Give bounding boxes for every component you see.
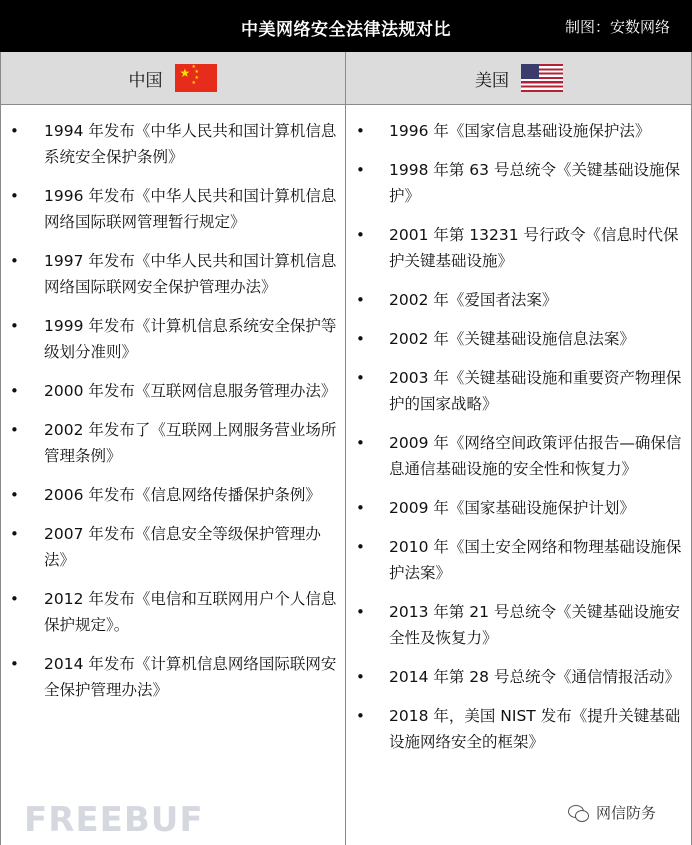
- list-item: • 2007 年发布《信息安全等级保护管理办法》: [10, 525, 321, 569]
- wechat-watermark-label: 网信防务: [596, 804, 657, 822]
- list-item: • 2006 年发布《信息网络传播保护条例》: [10, 486, 321, 504]
- list-item: • 1998 年第 63 号总统令《关键基础设施保护》: [356, 161, 680, 205]
- list-item: • 1999 年发布《计算机信息系统安全保护等级划分准则》: [10, 317, 337, 361]
- list-item: • 2001 年第 13231 号行政令《信息时代保护关键基础设施》: [356, 226, 679, 270]
- title-bar: [0, 0, 692, 52]
- list-item: • 2002 年发布了《互联网上网服务营业场所管理条例》: [10, 421, 337, 465]
- list-item: • 1994 年发布《中华人民共和国计算机信息系统安全保护条例》: [10, 122, 337, 166]
- list-item: • 1997 年发布《中华人民共和国计算机信息网络国际联网安全保护管理办法》: [10, 252, 337, 296]
- usa-flag-icon: [521, 64, 563, 92]
- freebuf-watermark: FREEBUF: [24, 800, 204, 840]
- list-item: • 2010 年《国土安全网络和物理基础设施保护法案》: [356, 538, 682, 582]
- column-header-usa: [346, 52, 692, 104]
- usa-law-list: [346, 104, 692, 755]
- list-item: • 2003 年《关键基础设施和重要资产物理保护的国家战略》: [356, 369, 682, 413]
- wechat-icon: [568, 804, 590, 822]
- china-law-list: [0, 104, 345, 703]
- chart-credit: 制图：安数网络: [564, 18, 670, 36]
- list-item: • 2000 年发布《互联网信息服务管理办法》: [10, 382, 337, 400]
- list-item: • 2014 年发布《计算机信息网络国际联网安全保护管理办法》: [10, 655, 337, 699]
- list-item: • 2009 年《国家基础设施保护计划》: [356, 499, 635, 517]
- list-item: • 2018 年，美国 NIST 发布《提升关键基础设施网络安全的框架》: [356, 707, 681, 751]
- table-header-row: [0, 52, 692, 105]
- list-item: • 2002 年《爱国者法案》: [356, 291, 558, 309]
- list-item: • 2014 年第 28 号总统令《通信情报活动》: [356, 668, 680, 686]
- list-item: • 2002 年《关键基础设施信息法案》: [356, 330, 635, 348]
- list-item: • 2012 年发布《电信和互联网用户个人信息保护规定》。: [10, 590, 337, 634]
- wechat-watermark: [568, 802, 656, 823]
- column-header-china: [0, 52, 345, 104]
- list-item: • 1996 年发布《中华人民共和国计算机信息网络国际联网管理暂行规定》: [10, 187, 337, 231]
- list-item: • 2013 年第 21 号总统令《关键基础设施安全性及恢复力》: [356, 603, 680, 647]
- column-label-china: 中国: [128, 70, 163, 91]
- column-label-usa: 美国: [475, 70, 509, 91]
- page-title: 中美网络安全法律法规对比: [241, 20, 451, 40]
- list-item: • 2009 年《网络空间政策评估报告—确保信息通信基础设施的安全性和恢复力》: [356, 434, 682, 478]
- list-item: • 1996 年《国家信息基础设施保护法》: [356, 122, 651, 140]
- china-flag-icon: ★ ★ ★ ★ ★: [175, 64, 217, 92]
